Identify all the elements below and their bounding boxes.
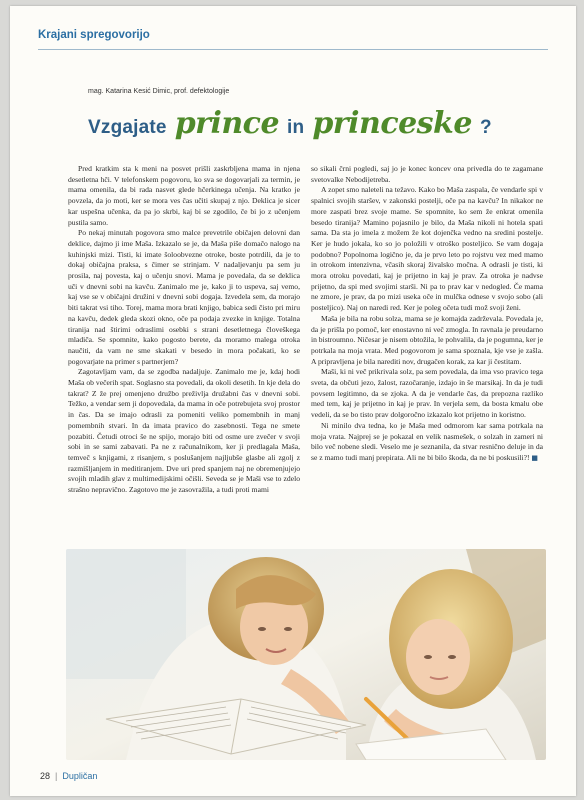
text-column-left [68, 164, 300, 496]
end-of-article-mark: ■ [531, 453, 539, 462]
footer-separator: | [55, 771, 58, 781]
text-column-right [311, 164, 543, 496]
article-headline [88, 102, 492, 148]
paragraph: Pred kratkim sta k meni na posvet prišli zaskrbljena mama in njena desetletna hči. V telefonskem pogovoru, ko sva se dogovarjali za termin, je mama omenila, da bi rada nasvet glede hčerkinega učenja. Na kratko je povzela, da jo moti, ker se mora ves čas učiti skupaj z njo. Deklica je sicer kar uspešna učenka, da pa jo skrbi, kaj bi se zgodilo, če bi jo z učenjem pustila samo. [68, 164, 300, 227]
paragraph: Po nekaj minutah pogovora smo malce prevetrile običajen delovni dan deklice, dajmo ji ime Maša. Izkazalo se je, da Maša piše domačo nalogo na kuhinjski mizi. Tisti, ki imate šoloobvezne otroke, boste potrdili, da je to dokaj običajna praksa, s čimer se strinjam. V nadaljevanju pa sem ju prosila, naj povesta, kaj o učenju snovi. Mama je povedala, da se deklica uči v dnevni sobi na kavču. Zanimalo me je, kako ji to uspeva, saj vemo, kaj vse se v običajni družini v dnevni sobi dogaja. Izvedela sem, da morajo biti takrat vsi tiho. Torej, mama mora brati knjigo, babica sedi čisto pri miru na kavču, dedek gleda skozi okno, oče pa podaja zvezke in knjige. Totalna tiranija nad štirimi odraslimi osebki s strani desetletnega človeškega mladiča. Se spomnite, kako pogosto berete, da moramo malega otroka naučiti, da vam ne sme skakati v besedo in mora počakati, ko se pogovarjate na primer s partnerjem? [68, 228, 300, 366]
paragraph: A zopet smo naleteli na težavo. Kako bo Maša zaspala, če vendarle spi v spalnici svojih staršev, v zakonski postelji, oče pa na kavču? In nikakor ne more zaspati brez svoje mame. Se spomnite, ko sem že enkrat omenila besedo tiranija? Mamino pojasnilo je bilo, da Maša nikoli ni hotela spati sama. Da sta jo imela z možem že kot dojenčka vedno na sredini postelje. Ker je hudo jokala, ko so jo položili v otroško posteljico. Se vam dogaja podobno? Popolnoma logično je, da je prvo leto po rojstvu vez med mamo in otrokom intenzivna, včasih skoraj živalsko močna. A odrasli je tisti, ki mora otroku povedati, kaj je prijetno in kaj je prav. Za otroka je nadvse prijetno, da spi med svojimi starši. Ni pa to prav kar v nedogled. Če mama ne zmore, je prav, da po mizi useka oče in mulčka odnese v svojo sobo (ali posteljico). Naj on naredi red. Ker je poleg očeta tudi mož svoji ženi. [311, 185, 543, 313]
headline-question-mark: ? [479, 117, 492, 138]
headline-word-2: prince [174, 106, 280, 141]
section-divider [38, 49, 548, 50]
page-number: 28 [40, 771, 51, 781]
page-footer [40, 769, 97, 783]
paragraph: Maša je bila na robu solza, mama se je komajda zadrževala. Povedala je, da je prišla po pomoč, ker enostavno ni več zmogla. In ravnala je preudarno in bistroumno. Ničesar je nisem obtožila, le pohvalila, da je pogumna, ker je potrkala na moja vrata. Med pogovorom je sama spoznala, kje vse je zašla. A pripravljena je bila narediti nov, drugačen korak, za kar ji čestitam. [311, 313, 543, 366]
headline-word-4: princeske [312, 106, 472, 141]
last-paragraph-text: Ni minilo dva tedna, ko je Maša med odmorom kar sama potrkala na moja vrata. Najprej se je pokazal en velik nasmešek, o solzah in zameri ni bilo več nobene sledi. Veselo me je seznanila, da stvar resnično deluje in da se z mamo tudi manj prepirata. Ali ne bi bilo škoda, da ne bi poskusili?! [311, 420, 543, 462]
headline-word-1: Vzgajate [88, 117, 167, 138]
paragraph: Maši, ki ni več prikrivala solz, pa sem povedala, da ima vso pravico tega sveta, da občuti jezo, žalost, razočaranje, izdajo in še marsikaj. In da je tudi povsem legitimno, da se zjoka. A da je vendarle čas, da prepozna razliko med tem, kaj je prijetno in kaj je prav. In verjela sem, da bosta kmalu obe vedeli, da se bo tisto prav dolgoročno izkazalo kot prijetno in koristno. [311, 367, 543, 420]
headline-word-3: in [287, 117, 305, 138]
article-photo-mother-and-daughter-reading [66, 549, 546, 760]
publication-name: Dupličan [62, 771, 98, 781]
magazine-page [10, 6, 576, 796]
section-title: Krajani spregovorijo [38, 29, 150, 41]
article-body [68, 164, 543, 496]
paragraph [311, 421, 543, 464]
article-author: mag. Katarina Kesić Dimic, prof. defektologije [88, 88, 230, 95]
paragraph: Zagotavljam vam, da se zgodba nadaljuje. Zanimalo me je, kdaj hodi Maša ob večerih spat. Soglasno sta povedali, da okoli desetih. In kje dela do takrat? Z že prej omenjeno družbo preživlja družabni čas v dnevni sobi. Težko, a vendar sem ji dopovedala, da mama in oče potrebujeta svoj prostor in čas. Da se imajo odrasli za pomeniti veliko pomembnih in manj pomembnih stvari. In da imata pravico do zasebnosti. Tega ne smete pozabiti. Četudi otroci še ne spijo, morajo biti od osme ure zvečer v svoji sobi in se sami zabavati. Pa ne z računalnikom, ker ji predlagala Maša, temveč s knjigami, z risanjem, s poslušanjem najljubše glasbe ali zgolj z razmišljanjem in meditiranjem. Dve uri pred spanjem naj ne obremenjujejo svojih mladih glav z multimedijskimi očišli. Seveda se je Maši vse to zdelo strašno nepravično. Zagotovo me je zasovražila, a tudi proti mami [68, 367, 300, 495]
paragraph: so sikali črni pogledi, saj jo je konec koncev ona privedla do te zagamane svetovalke Nebodijetreba. [311, 164, 543, 184]
